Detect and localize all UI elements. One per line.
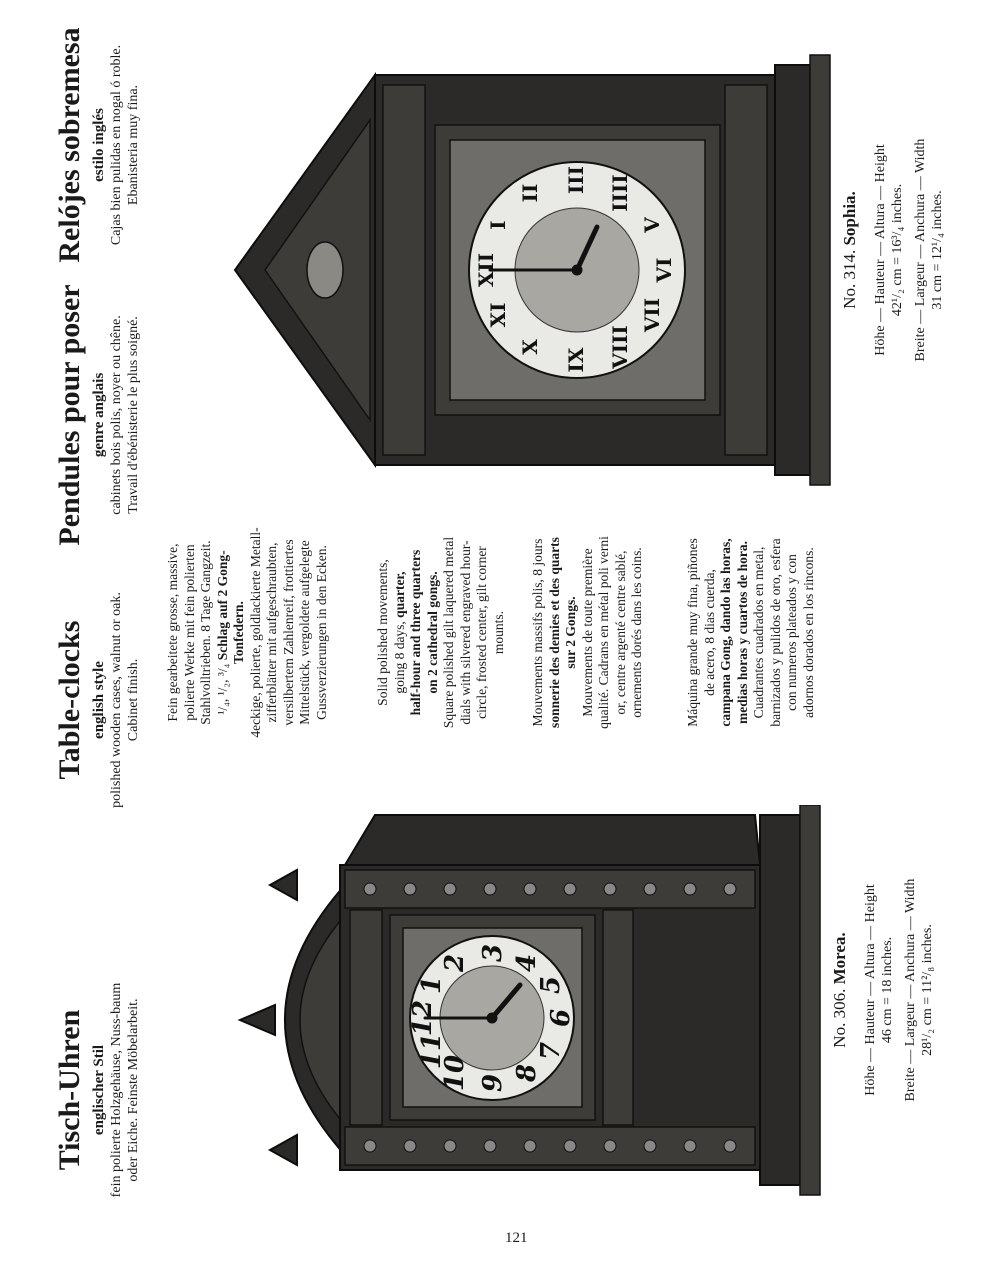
width-value: 31 cm = 12¹/₄ inches. [930, 190, 945, 310]
numeral-2: 2 [440, 953, 470, 973]
width-label: Breite — Largeur — Anchura — Width [903, 878, 918, 1102]
lower-rail [725, 85, 767, 455]
numeral-12: 12 [408, 999, 438, 1037]
numeral-VIII: VIII [608, 325, 632, 369]
model-number: No. 306. Morea. [830, 932, 849, 1048]
section-desc-line1: Cajas bien pulidas en nogal ó roble. [109, 44, 124, 246]
case-base [775, 65, 810, 475]
numeral-1: 1 [417, 975, 447, 995]
section-subtitle: englischer Stil [91, 1044, 107, 1136]
numeral-VI: VI [652, 257, 676, 283]
sophia-clock-illustration [225, 45, 835, 495]
plinth [800, 805, 820, 1195]
section-desc-line2: Travail d'ébénisterie le plus soigné. [126, 316, 141, 514]
height-value: 46 cm = 18 inches. [880, 936, 895, 1044]
lower-rail [603, 910, 633, 1125]
center-finial [240, 1005, 275, 1035]
section-table-clocks [55, 550, 142, 850]
page-number: 121 [505, 1230, 528, 1246]
movement-description [165, 525, 330, 740]
section-desc-line1: fein polierte Holzgehäuse, Nuss-baum [109, 982, 124, 1198]
numeral-4: 4 [512, 953, 542, 973]
case-base [760, 815, 800, 1185]
morea-clock-illustration [235, 805, 835, 1225]
section-desc-line2: Cabinet finish. [126, 658, 141, 742]
numeral-3: 3 [478, 943, 508, 963]
model-number: No. 314. Sophia. [840, 191, 859, 309]
right-finial [270, 870, 297, 900]
numeral-V: V [640, 217, 664, 233]
movement-description-french [530, 525, 646, 740]
section-desc-line1: polished wooden cases, walnut or oak. [109, 592, 124, 808]
section-title: Relójes sobremesa [53, 27, 86, 263]
numeral-III: III [564, 165, 588, 195]
height-label: Höhe — Hauteur — Altura — Height [873, 144, 888, 356]
section-title: Table-clocks [53, 620, 86, 780]
french-description: Mouvements massifs polis, 8 jours sonnerie des demies et des quarts sur 2 Gongs. Mouvements de toute première qualité. Cadrans en métal poli verni or, centre argenté centre sablé, ornements dorés dans les coins. [530, 536, 644, 729]
upper-rail [383, 85, 425, 455]
model-314-caption [840, 100, 946, 400]
section-desc-line2: oder Eiche. Feinste Möbelarbeit. [126, 998, 141, 1182]
numeral-VII: VII [640, 297, 664, 333]
section-tisch-uhren [55, 940, 142, 1240]
movement-description-spanish [685, 525, 817, 740]
width-value: 28¹/₂ cm = 11²/₈ inches. [920, 924, 935, 1056]
numeral-X: X [518, 339, 542, 355]
plinth [810, 55, 830, 485]
numeral-XI: XI [486, 302, 510, 328]
section-subtitle: estilo inglés [91, 108, 107, 182]
section-desc-line2: Ebanisteria muy fina. [126, 84, 141, 206]
english-description: Solid polished movements, going 8 days, quarter, half-hour and three quarters on 2 cathedral gongs. Square polished gilt laquered metal dials with silvered engraved hour- circle, frosted center, gilt corner mounts. [375, 536, 506, 729]
model-306-caption [830, 845, 936, 1135]
section-subtitle: genre anglais [91, 372, 107, 458]
left-finial [270, 1135, 297, 1165]
numeral-9: 9 [478, 1073, 508, 1093]
numeral-6: 6 [546, 1008, 576, 1028]
width-label: Breite — Largeur — Anchura — Width [913, 138, 928, 362]
numeral-11: 11 [417, 1032, 447, 1070]
upper-rail [350, 910, 382, 1125]
height-value: 42¹/₂ cm = 16³/₄ inches. [890, 183, 905, 317]
numeral-II: II [518, 183, 542, 203]
numeral-IX: IX [564, 347, 588, 373]
pediment-medallion [307, 242, 343, 298]
height-label: Höhe — Hauteur — Altura — Height [863, 884, 878, 1096]
section-title: Tisch-Uhren [53, 1009, 86, 1171]
section-title: Pendules pour poser [53, 284, 86, 546]
numeral-10: 10 [440, 1054, 470, 1092]
numeral-5: 5 [536, 975, 566, 995]
numeral-IIII: IIII [608, 174, 632, 212]
section-subtitle: english style [91, 661, 107, 739]
spanish-description: Máquina grande muy fina, piñones de acero, 8 dias cuerda, campana Gong, dando las horas, medias horas y cuartos de hora. Cuadrantes cuadrados en metal, barnizados y pulidos de oro, esfera con numeros plateados y con adornos dorados en los rincons. [685, 538, 816, 727]
section-relojes [55, 10, 142, 280]
section-desc-line1: cabinets bois polis, noyer ou chêne. [109, 315, 124, 515]
section-pendules [55, 255, 142, 575]
german-description: Fein gearbeitete grosse, massive, polierte Werke mit fein polierten Stahlvolltrieben. 8 Tage Gangzeit. ¹/₄, ¹/₂, ³/₄ Schlag auf 2 Gong- Tonfedern. 4eckige, polierte, goldlackierte Metall- zifferblätter mit aufgeschraubten, versilbertem Zahlenreif, frottiertes Mittelstück, vergoldete aufgelegte Gussverzierungen in den Ecken. [165, 527, 329, 738]
numeral-7: 7 [536, 1041, 566, 1061]
numeral-8: 8 [512, 1063, 542, 1083]
numeral-I: I [486, 220, 510, 230]
numeral-XII: XII [474, 252, 498, 288]
movement-description-english [375, 525, 507, 740]
case-side [345, 815, 760, 865]
